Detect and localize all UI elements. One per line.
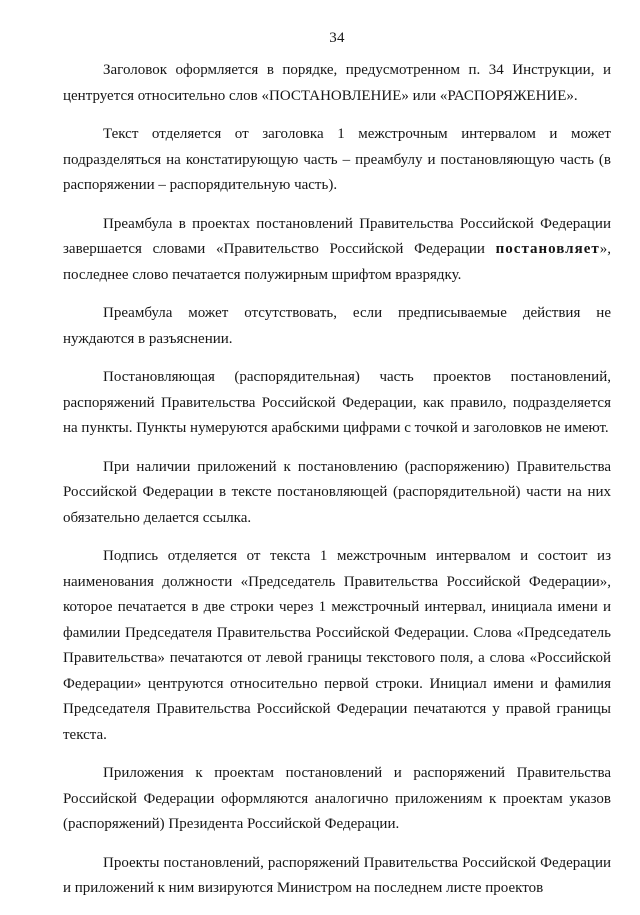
paragraph-attachments-format: Приложения к проектам постановлений и распоряжений Правительства Российской Федерации оформляются аналогично приложениям к проектам указов (распоряжений) Президента Российской Федерации. bbox=[63, 765, 611, 832]
page-number: 34 bbox=[329, 30, 345, 46]
paragraph-preamble-ending bbox=[63, 212, 611, 289]
paragraph-attachments-reference: При наличии приложений к постановлению (распоряжению) Правительства Российской Федерации в тексте постановляющей (распорядительной) части на них обязательно делается ссылка. bbox=[63, 458, 611, 526]
document-page bbox=[63, 0, 611, 915]
paragraph-heading-format: Заголовок оформляется в порядке, предусмотренном п. 34 Инструкции, и центруется относительно слов «ПОСТАНОВЛЕНИЕ» или «РАСПОРЯЖЕНИЕ». bbox=[63, 62, 611, 104]
paragraph-preamble-optional: Преамбула может отсутствовать, если предписываемые действия не нуждаются в разъяснении. bbox=[63, 305, 611, 347]
preamble-text-start: Преамбула в проектах постановлений Правительства Российской Федерации завершается словами «Правительство Российской Федерации bbox=[63, 215, 611, 257]
preamble-text-end: », последнее слово печатается полужирным шрифтом вразрядку. bbox=[63, 241, 611, 283]
paragraph-operative-part: Постановляющая (распорядительная) часть проектов постановлений, распоряжений Правительства Российской Федерации, как правило, подразделяется на пункты. Пункты нумеруются арабскими цифрами с точкой и заголовков не имеют. bbox=[63, 369, 611, 436]
bold-spaced-word: постановляет bbox=[495, 241, 600, 257]
paragraph-approval: Проекты постановлений, распоряжений Правительства Российской Федерации и приложений к ним визируются Министром на последнем листе проектов bbox=[63, 854, 611, 896]
paragraph-text-structure: Текст отделяется от заголовка 1 межстрочным интервалом и может подразделяться на констатирующую часть – преамбулу и постановляющую часть (в распоряжении – распорядительную часть). bbox=[63, 126, 611, 193]
paragraph-signature: Подпись отделяется от текста 1 межстрочным интервалом и состоит из наименования должности «Председатель Правительства Российской Федерации», которое печатается в две строки через 1 межстрочный интервал, инициала имени и фамилии Председателя Правительства Российской Федерации. Слова «Председатель Правительства» печатаются от левой границы текстового поля, а слова «Российской Федерации» центруются относительно первой строки. Инициал имени и фамилия Председателя Правительства Российской Федерации печатаются у правой границы текста. bbox=[63, 548, 611, 743]
